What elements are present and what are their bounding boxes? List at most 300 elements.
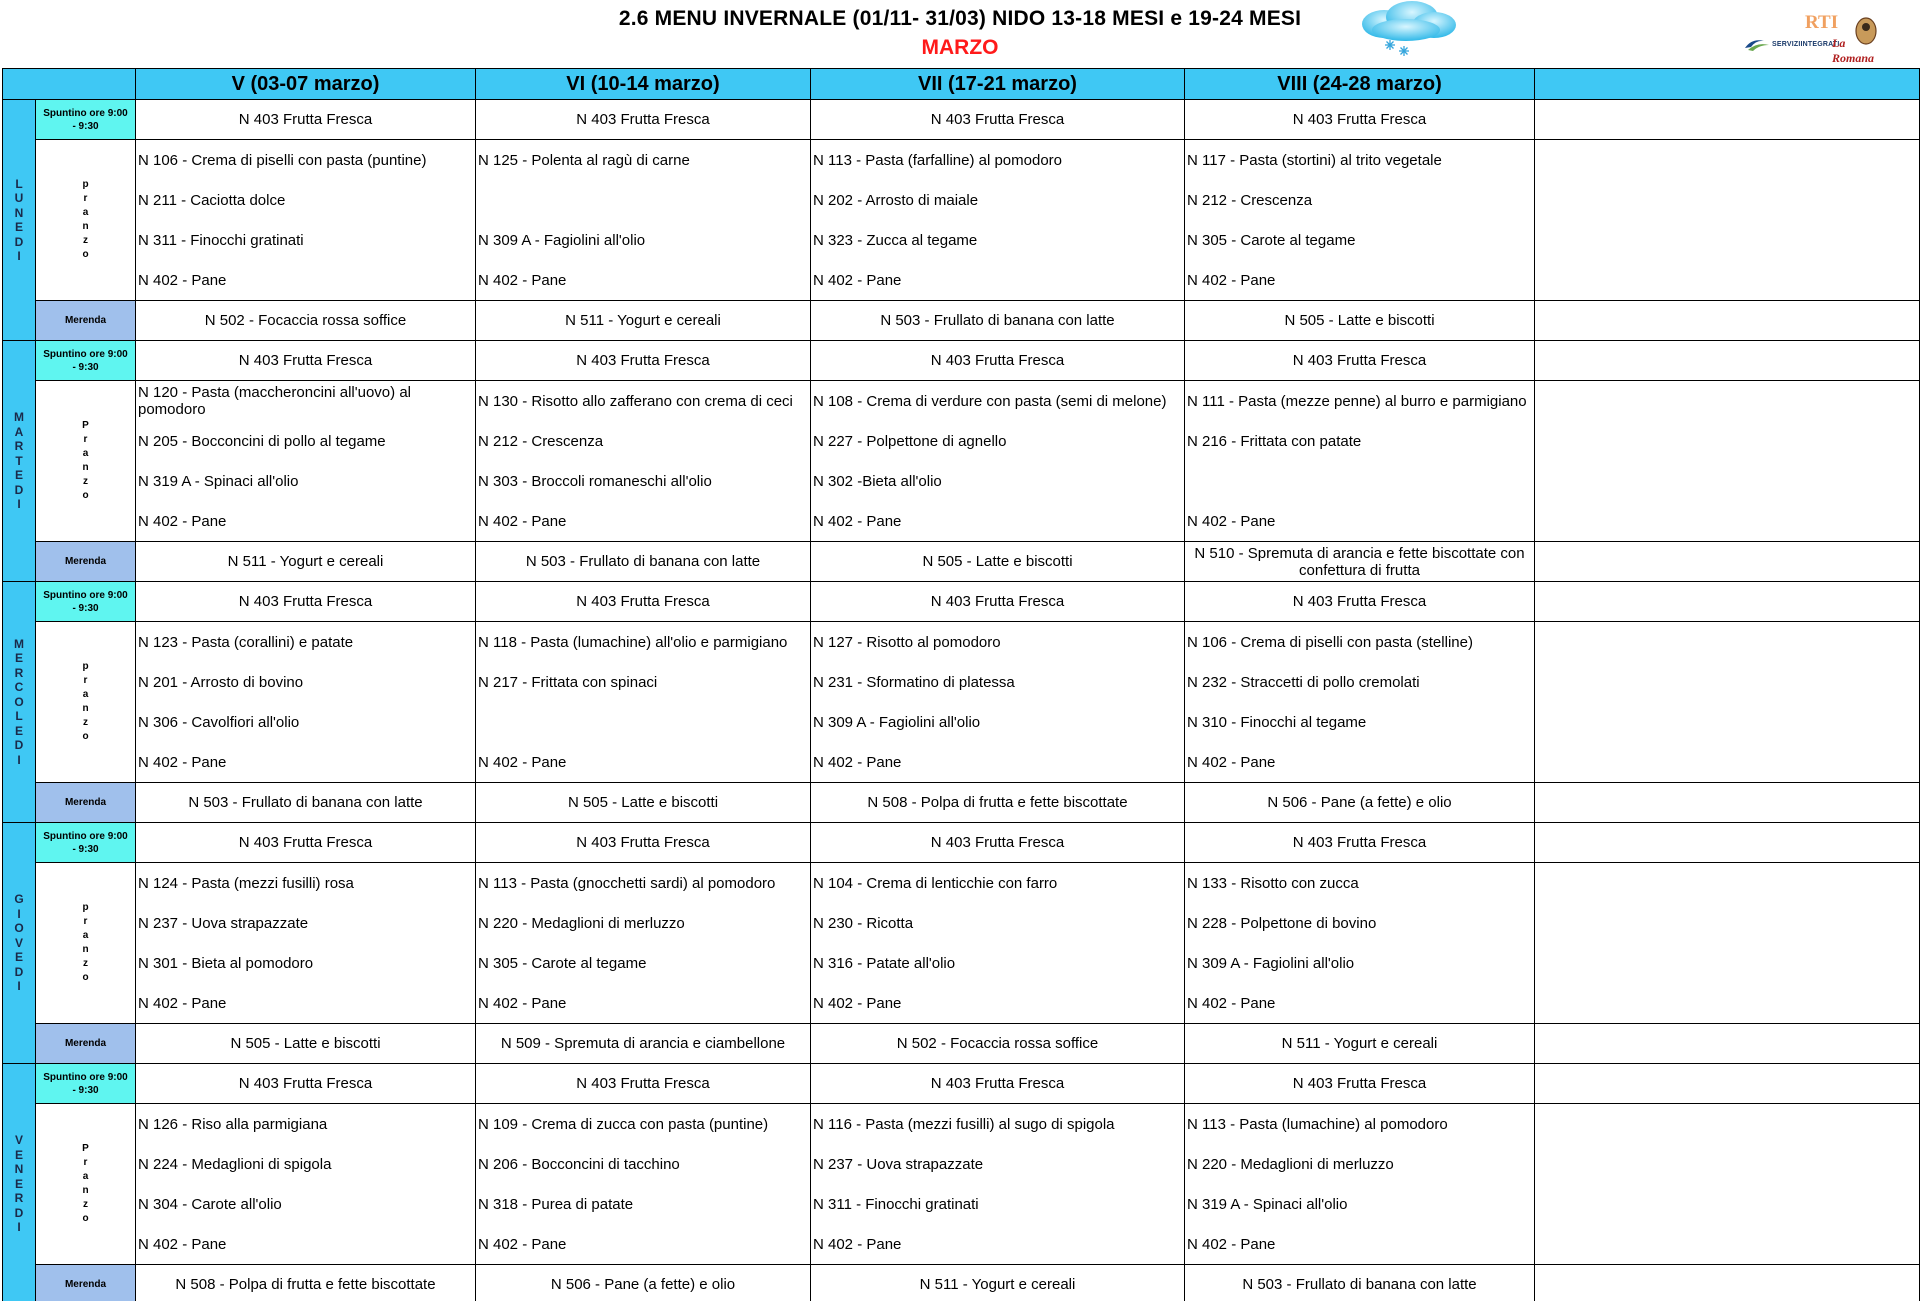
dish-item: N 402 - Pane <box>813 994 902 1012</box>
pranzo-dishes <box>1537 381 1917 541</box>
dish-item: N 127 - Risotto al pomodoro <box>813 633 1001 651</box>
spuntino-label-line1: Spuntino ore 9:00 <box>43 830 128 842</box>
dish-item: N 220 - Medaglioni di merluzzo <box>1187 1155 1394 1173</box>
pranzo-letter: z <box>83 476 88 487</box>
day-letter: M <box>14 636 24 651</box>
pranzo-dishes <box>813 140 1182 300</box>
spuntino-row <box>3 823 1920 863</box>
pranzo-dishes <box>813 863 1182 1023</box>
day-label-venerdi <box>3 1064 36 1301</box>
dish-item: N 318 - Purea di patate <box>478 1195 634 1213</box>
dish-item: N 304 - Carote all'olio <box>138 1195 282 1213</box>
dish-item <box>1537 702 1917 742</box>
dish-item: N 212 - Crescenza <box>1187 191 1313 209</box>
pranzo-letter: a <box>82 689 89 700</box>
dish-item <box>1537 1144 1917 1184</box>
dish-item: N 402 - Pane <box>138 994 227 1012</box>
pranzo-letter: p <box>82 179 89 190</box>
dish-item: N 306 - Cavolfiori all'olio <box>138 713 300 731</box>
dish-item: N 224 - Medaglioni di spigola <box>138 1155 332 1173</box>
menu-table <box>2 68 1920 1301</box>
merenda-cell: N 505 - Latte e biscotti <box>811 542 1185 582</box>
dish-item: N 323 - Zucca al tegame <box>813 231 978 249</box>
spuntino-cell: N 403 Frutta Fresca <box>1185 1064 1535 1104</box>
day-letter: O <box>14 694 24 709</box>
week-header-row <box>3 69 1920 100</box>
spuntino-cell: N 403 Frutta Fresca <box>811 100 1185 140</box>
pranzo-cell <box>811 863 1185 1024</box>
dish-item: N 125 - Polenta al ragù di carne <box>478 151 690 169</box>
pranzo-cell <box>1535 863 1920 1024</box>
pranzo-letter: a <box>82 207 89 218</box>
spuntino-label <box>36 100 136 140</box>
pranzo-letter: z <box>83 235 88 246</box>
pranzo-letters <box>36 901 135 985</box>
merenda-label: Merenda <box>36 1024 136 1064</box>
dish-item: N 402 - Pane <box>1187 271 1276 289</box>
dish-item: N 402 - Pane <box>813 271 902 289</box>
spuntino-label <box>36 1064 136 1104</box>
dish-item: N 124 - Pasta (mezzi fusilli) rosa <box>138 874 354 892</box>
dish-item <box>1537 461 1917 501</box>
pranzo-letter: r <box>83 675 88 686</box>
dish-item: N 104 - Crema di lenticchie con farro <box>813 874 1058 892</box>
pranzo-dishes <box>813 622 1182 782</box>
merenda-cell <box>1535 1265 1920 1301</box>
dish-item: N 402 - Pane <box>478 512 567 530</box>
pranzo-dishes <box>813 1104 1182 1264</box>
pranzo-label <box>36 140 136 301</box>
day-letter: T <box>15 453 23 468</box>
pranzo-cell <box>1185 140 1535 301</box>
pranzo-cell <box>1535 622 1920 783</box>
dish-item: N 310 - Finocchi al tegame <box>1187 713 1367 731</box>
day-letter: V <box>14 935 23 950</box>
dish-item: N 130 - Risotto allo zafferano con crema di ceci <box>478 392 793 410</box>
week-header: V (03-07 marzo) <box>136 69 476 100</box>
merenda-cell: N 502 - Focaccia rossa soffice <box>136 301 476 341</box>
pranzo-letter: r <box>83 916 88 927</box>
pranzo-row <box>3 863 1920 1024</box>
dish-item <box>1537 903 1917 943</box>
merenda-cell: N 505 - Latte e biscotti <box>476 783 811 823</box>
spuntino-label-line2: - 9:30 <box>72 1084 99 1096</box>
snow-cloud-icon <box>1354 0 1458 62</box>
pranzo-cell <box>1535 1104 1920 1265</box>
dish-item: N 309 A - Fagiolini all'olio <box>1187 954 1355 972</box>
pranzo-dishes <box>138 140 473 300</box>
dish-item <box>1537 421 1917 461</box>
dish-item: N 126 - Riso alla parmigiana <box>138 1115 328 1133</box>
spuntino-label-line2: - 9:30 <box>72 843 99 855</box>
day-letter: I <box>17 979 21 994</box>
page-subtitle: MARZO <box>921 36 999 59</box>
day-letter: M <box>14 410 24 425</box>
dish-item: N 402 - Pane <box>138 271 227 289</box>
merenda-cell <box>1535 542 1920 582</box>
day-letter: C <box>14 680 24 695</box>
merenda-cell: N 503 - Frullato di banana con latte <box>476 542 811 582</box>
pranzo-letter: n <box>82 703 89 714</box>
pranzo-dishes <box>478 1104 808 1264</box>
day-label-giovedi <box>3 823 36 1064</box>
pranzo-dishes <box>1187 1104 1532 1264</box>
merenda-cell: N 506 - Pane (a fette) e olio <box>1185 783 1535 823</box>
day-letter: L <box>15 176 23 191</box>
dish-item: N 402 - Pane <box>1187 994 1276 1012</box>
dish-item <box>1537 943 1917 983</box>
spuntino-cell: N 403 Frutta Fresca <box>136 582 476 622</box>
pranzo-row <box>3 381 1920 542</box>
pranzo-label <box>36 863 136 1024</box>
dish-item: N 202 - Arrosto di maiale <box>813 191 979 209</box>
spuntino-cell <box>1535 1064 1920 1104</box>
pranzo-dishes <box>1537 863 1917 1023</box>
page-title: 2.6 MENU INVERNALE (01/11- 31/03) NIDO 13-18 MESI e 19-24 MESI <box>618 7 1302 30</box>
day-letter: V <box>14 1133 23 1148</box>
pranzo-dishes <box>1537 140 1917 300</box>
swirl-logo-icon <box>1742 36 1772 54</box>
dish-item <box>1537 381 1917 421</box>
day-letter: E <box>14 220 23 234</box>
pranzo-label <box>36 622 136 783</box>
pranzo-letter: P <box>82 1143 89 1154</box>
pranzo-letters <box>36 1142 135 1226</box>
day-letter: D <box>14 738 24 753</box>
pranzo-letter: P <box>82 420 89 431</box>
merenda-cell: N 511 - Yogurt e cereali <box>476 301 811 341</box>
spuntino-cell: N 403 Frutta Fresca <box>476 582 811 622</box>
pranzo-letter: r <box>83 1157 88 1168</box>
dish-item: N 316 - Patate all'olio <box>813 954 956 972</box>
dish-item: N 301 - Bieta al pomodoro <box>138 954 314 972</box>
day-letter: D <box>14 234 24 249</box>
spuntino-cell <box>1535 823 1920 863</box>
pranzo-dishes <box>138 622 473 782</box>
week-header <box>1535 69 1920 100</box>
day-letter: N <box>14 205 24 220</box>
pranzo-letter: p <box>82 661 89 672</box>
merenda-cell <box>1535 783 1920 823</box>
spuntino-cell: N 403 Frutta Fresca <box>1185 823 1535 863</box>
merenda-label: Merenda <box>36 783 136 823</box>
spuntino-row <box>3 1064 1920 1104</box>
pranzo-letters <box>36 419 135 503</box>
dish-item: N 402 - Pane <box>478 271 567 289</box>
merenda-label: Merenda <box>36 1265 136 1301</box>
spuntino-cell: N 403 Frutta Fresca <box>1185 341 1535 381</box>
pranzo-cell <box>476 622 811 783</box>
day-letter: R <box>14 439 24 454</box>
dish-item: N 201 - Arrosto di bovino <box>138 673 304 691</box>
spuntino-cell <box>1535 100 1920 140</box>
dish-item: N 309 A - Fagiolini all'olio <box>813 713 981 731</box>
merenda-cell: N 503 - Frullato di banana con latte <box>136 783 476 823</box>
pranzo-letter: n <box>82 1185 89 1196</box>
spuntino-cell: N 403 Frutta Fresca <box>476 341 811 381</box>
dish-item <box>1537 1184 1917 1224</box>
dish-item: N 319 A - Spinaci all'olio <box>1187 1195 1348 1213</box>
merenda-cell: N 511 - Yogurt e cereali <box>136 542 476 582</box>
merenda-cell: N 511 - Yogurt e cereali <box>811 1265 1185 1301</box>
dish-item <box>1537 1224 1917 1264</box>
logo-rti: RTI <box>1805 12 1839 33</box>
week-header: VII (17-21 marzo) <box>811 69 1185 100</box>
day-letter: E <box>14 1147 23 1162</box>
pranzo-letters <box>36 178 135 262</box>
dish-item <box>1537 260 1917 300</box>
dish-item: N 133 - Risotto con zucca <box>1187 874 1359 892</box>
dish-item <box>1537 1104 1917 1144</box>
week-header: VIII (24-28 marzo) <box>1185 69 1535 100</box>
pranzo-letter: z <box>83 1199 88 1210</box>
day-letter: G <box>14 892 24 907</box>
dish-item: N 402 - Pane <box>478 1235 567 1253</box>
pranzo-cell <box>136 140 476 301</box>
merenda-row <box>3 783 1920 823</box>
pranzo-cell <box>811 622 1185 783</box>
dish-item: N 232 - Straccetti di pollo cremolati <box>1187 673 1420 691</box>
dish-item <box>478 180 808 220</box>
day-letter: D <box>14 964 24 979</box>
dish-item <box>1187 461 1532 501</box>
pranzo-cell <box>136 863 476 1024</box>
pranzo-row <box>3 1104 1920 1265</box>
dish-item <box>1537 622 1917 662</box>
pranzo-dishes <box>138 381 473 541</box>
day-letter: A <box>14 424 24 439</box>
spuntino-row <box>3 582 1920 622</box>
pranzo-cell <box>811 140 1185 301</box>
spuntino-label-line1: Spuntino ore 9:00 <box>43 1071 128 1083</box>
dish-item: N 205 - Bocconcini di pollo al tegame <box>138 432 386 450</box>
day-label-lunedi <box>3 100 36 341</box>
day-letter: E <box>14 651 23 666</box>
day-letter: E <box>14 468 23 483</box>
dish-item: N 237 - Uova strapazzate <box>138 914 309 932</box>
dish-item: N 111 - Pasta (mezze penne) al burro e parmigiano <box>1187 392 1527 410</box>
logo-servizi: SERVIZIINTEGRATI <box>1772 41 1840 48</box>
pranzo-dishes <box>1537 622 1917 782</box>
pranzo-letter: r <box>83 434 88 445</box>
day-label-mercoledi <box>3 582 36 823</box>
merenda-cell <box>1535 1024 1920 1064</box>
spuntino-cell: N 403 Frutta Fresca <box>811 582 1185 622</box>
dish-item: N 402 - Pane <box>813 753 902 771</box>
pranzo-dishes <box>1187 140 1532 300</box>
merenda-row <box>3 542 1920 582</box>
pranzo-letter: r <box>83 193 88 204</box>
pranzo-dishes <box>478 863 808 1023</box>
dish-item: N 302 -Bieta all'olio <box>813 472 942 490</box>
dish-item: N 109 - Crema di zucca con pasta (puntine) <box>478 1115 769 1133</box>
pranzo-letter: o <box>82 490 89 501</box>
dish-item: N 402 - Pane <box>1187 753 1276 771</box>
pranzo-cell <box>1185 381 1535 542</box>
merenda-label: Merenda <box>36 542 136 582</box>
day-letter: I <box>17 249 21 263</box>
dish-item: N 319 A - Spinaci all'olio <box>138 472 299 490</box>
pranzo-cell <box>476 140 811 301</box>
spuntino-label-line2: - 9:30 <box>72 120 99 132</box>
company-logo <box>1740 12 1880 65</box>
dish-item: N 217 - Frittata con spinaci <box>478 673 658 691</box>
dish-item: N 305 - Carote al tegame <box>478 954 647 972</box>
pranzo-cell <box>476 863 811 1024</box>
merenda-cell: N 506 - Pane (a fette) e olio <box>476 1265 811 1301</box>
day-label-martedi <box>3 341 36 582</box>
pranzo-dishes <box>478 622 808 782</box>
spuntino-row <box>3 341 1920 381</box>
spuntino-cell: N 403 Frutta Fresca <box>476 1064 811 1104</box>
day-letter: R <box>14 1191 24 1206</box>
dish-item: N 309 A - Fagiolini all'olio <box>478 231 646 249</box>
spuntino-cell: N 403 Frutta Fresca <box>136 100 476 140</box>
pranzo-dishes <box>1187 381 1532 541</box>
dish-item: N 402 - Pane <box>138 1235 227 1253</box>
dish-item: N 117 - Pasta (stortini) al trito vegetale <box>1187 151 1442 169</box>
dish-item: N 230 - Ricotta <box>813 914 914 932</box>
spuntino-cell: N 403 Frutta Fresca <box>136 341 476 381</box>
spuntino-cell: N 403 Frutta Fresca <box>136 823 476 863</box>
dish-item: N 402 - Pane <box>478 753 567 771</box>
spuntino-cell: N 403 Frutta Fresca <box>1185 582 1535 622</box>
logo-la-romana: La Romana <box>1832 36 1875 65</box>
day-letter: I <box>17 752 21 767</box>
dish-item: N 402 - Pane <box>813 512 902 530</box>
dish-item: N 212 - Crescenza <box>478 432 604 450</box>
merenda-cell: N 503 - Frullato di banana con latte <box>1185 1265 1535 1301</box>
dish-item: N 206 - Bocconcini di tacchino <box>478 1155 680 1173</box>
dish-item <box>1537 662 1917 702</box>
pranzo-letter: o <box>82 972 89 983</box>
dish-item: N 311 - Finocchi gratinati <box>813 1195 979 1213</box>
pranzo-cell <box>136 381 476 542</box>
day-letter: N <box>14 1162 24 1177</box>
pranzo-dishes <box>1187 863 1532 1023</box>
pranzo-letter: o <box>82 249 89 260</box>
pranzo-letter: z <box>83 717 88 728</box>
spuntino-cell: N 403 Frutta Fresca <box>811 1064 1185 1104</box>
pranzo-letter: o <box>82 731 89 742</box>
pranzo-cell <box>136 622 476 783</box>
spuntino-cell: N 403 Frutta Fresca <box>136 1064 476 1104</box>
pranzo-row <box>3 622 1920 783</box>
dish-item: N 113 - Pasta (lumachine) al pomodoro <box>1187 1115 1448 1133</box>
week-header: VI (10-14 marzo) <box>476 69 811 100</box>
merenda-row <box>3 1265 1920 1301</box>
day-letter: O <box>14 921 24 936</box>
dish-item <box>1537 140 1917 180</box>
spuntino-cell: N 403 Frutta Fresca <box>811 341 1185 381</box>
merenda-cell: N 505 - Latte e biscotti <box>1185 301 1535 341</box>
dish-item: N 108 - Crema di verdure con pasta (semi di melone) <box>813 392 1167 410</box>
pranzo-cell <box>1535 140 1920 301</box>
dish-item <box>1537 742 1917 782</box>
pranzo-dishes <box>1537 1104 1917 1264</box>
spuntino-label-line1: Spuntino ore 9:00 <box>43 348 128 360</box>
spuntino-label-line1: Spuntino ore 9:00 <box>43 589 128 601</box>
dish-item: N 402 - Pane <box>478 994 567 1012</box>
dish-item <box>1537 501 1917 541</box>
dish-item: N 211 - Caciotta dolce <box>138 191 286 209</box>
pranzo-letter: o <box>82 1213 89 1224</box>
dish-item: N 216 - Frittata con patate <box>1187 432 1362 450</box>
dish-item: N 402 - Pane <box>1187 1235 1276 1253</box>
dish-item <box>1537 863 1917 903</box>
dish-item: N 402 - Pane <box>138 753 227 771</box>
dish-item: N 120 - Pasta (maccheroncini all'uovo) al pomodoro <box>138 384 411 418</box>
dish-item: N 227 - Polpettone di agnello <box>813 432 1007 450</box>
pranzo-dishes <box>138 1104 473 1264</box>
dish-item: N 303 - Broccoli romaneschi all'olio <box>478 472 712 490</box>
pranzo-label <box>36 381 136 542</box>
dish-item: N 106 - Crema di piselli con pasta (stelline) <box>1187 633 1473 651</box>
dish-item <box>1537 180 1917 220</box>
dish-item: N 402 - Pane <box>813 1235 902 1253</box>
pranzo-cell <box>136 1104 476 1265</box>
spuntino-label-line1: Spuntino ore 9:00 <box>43 107 128 119</box>
dish-item: N 106 - Crema di piselli con pasta (puntine) <box>138 151 427 169</box>
spuntino-cell <box>1535 341 1920 381</box>
merenda-cell <box>1535 301 1920 341</box>
pranzo-letter: a <box>82 930 89 941</box>
spuntino-cell: N 403 Frutta Fresca <box>476 823 811 863</box>
day-letters <box>3 1133 35 1235</box>
pranzo-cell <box>1185 622 1535 783</box>
dish-item: N 113 - Pasta (gnocchetti sardi) al pomodoro <box>478 874 776 892</box>
day-letter: E <box>14 1176 23 1191</box>
dish-item: N 305 - Carote al tegame <box>1187 231 1356 249</box>
merenda-cell: N 502 - Focaccia rossa soffice <box>811 1024 1185 1064</box>
merenda-cell: N 503 - Frullato di banana con latte <box>811 301 1185 341</box>
day-letters <box>3 892 35 994</box>
day-letter: E <box>14 950 23 965</box>
dish-item: N 118 - Pasta (lumachine) all'olio e parmigiano <box>478 633 788 651</box>
day-letter: R <box>14 665 24 680</box>
dish-item <box>478 702 808 742</box>
pranzo-label <box>36 1104 136 1265</box>
day-letters <box>3 410 35 512</box>
day-letter: D <box>14 1205 24 1220</box>
pranzo-dishes <box>1187 622 1532 782</box>
spuntino-label <box>36 582 136 622</box>
spuntino-cell: N 403 Frutta Fresca <box>1185 100 1535 140</box>
merenda-cell: N 508 - Polpa di frutta e fette biscottate <box>136 1265 476 1301</box>
merenda-cell: N 505 - Latte e biscotti <box>136 1024 476 1064</box>
day-letter: I <box>17 906 21 921</box>
day-letter: E <box>14 723 23 738</box>
merenda-cell: N 510 - Spremuta di arancia e fette biscottate con confettura di frutta <box>1185 542 1535 582</box>
pranzo-cell <box>811 1104 1185 1265</box>
dish-item: N 402 - Pane <box>1187 512 1276 530</box>
dish-item: N 116 - Pasta (mezzi fusilli) al sugo di spigola <box>813 1115 1115 1133</box>
day-letter: D <box>14 482 24 497</box>
merenda-cell: N 509 - Spremuta di arancia e ciambellone <box>476 1024 811 1064</box>
merenda-row <box>3 301 1920 341</box>
pranzo-letter: p <box>82 902 89 913</box>
dish-item <box>1537 983 1917 1023</box>
page-header <box>0 0 1920 68</box>
pranzo-letter: n <box>82 221 89 232</box>
dish-item: N 123 - Pasta (corallini) e patate <box>138 633 354 651</box>
pranzo-letters <box>36 660 135 744</box>
pranzo-cell <box>476 1104 811 1265</box>
merenda-cell: N 508 - Polpa di frutta e fette biscottate <box>811 783 1185 823</box>
dish-item: N 228 - Polpettone di bovino <box>1187 914 1377 932</box>
spuntino-row <box>3 100 1920 140</box>
merenda-label: Merenda <box>36 301 136 341</box>
